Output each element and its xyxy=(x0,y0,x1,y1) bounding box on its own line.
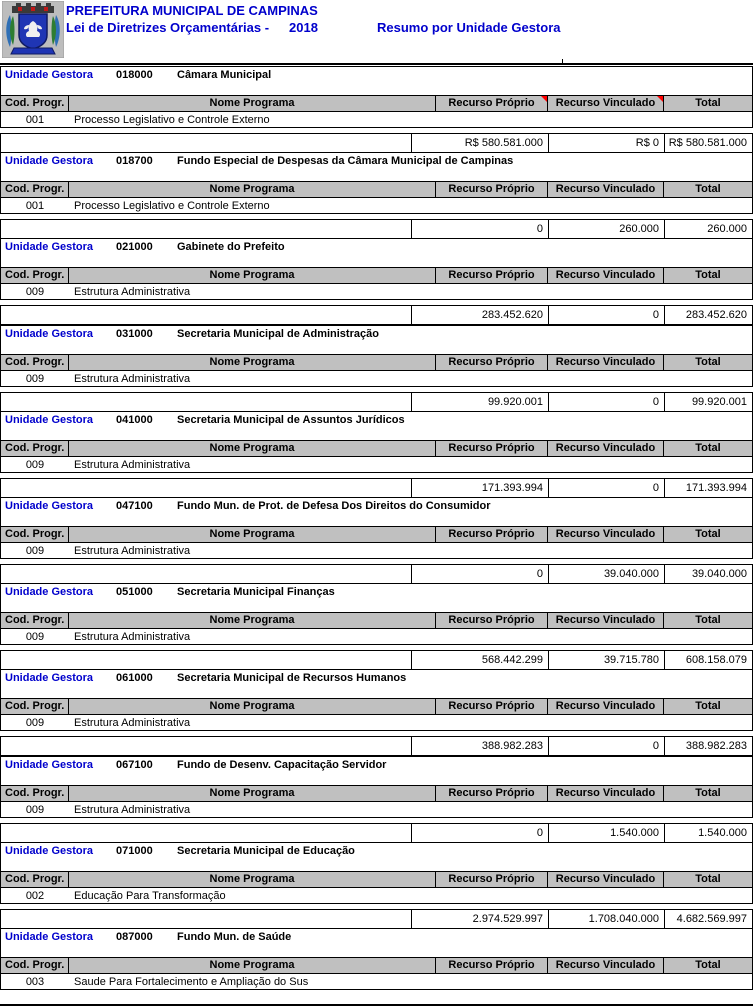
column-header-cod-progr: Cod. Progr. xyxy=(1,613,69,628)
column-header-label: Recurso Próprio xyxy=(448,97,535,109)
column-header-recurso-proprio xyxy=(436,355,548,370)
column-header-recurso-vinculado xyxy=(548,441,664,456)
column-header-label: Recurso Próprio xyxy=(448,442,535,454)
program-row xyxy=(1,198,752,214)
column-header-recurso-vinculado xyxy=(548,786,664,801)
table-header-row xyxy=(1,957,752,974)
unidade-gestora-section xyxy=(0,497,753,584)
totals-empty-cell xyxy=(1,479,411,497)
column-header-label: Recurso Vinculado xyxy=(555,183,656,195)
program-name: Estrutura Administrativa xyxy=(74,804,191,816)
totals-row xyxy=(0,650,753,670)
totals-row xyxy=(0,392,753,412)
totals-row xyxy=(0,478,753,498)
program-row xyxy=(1,629,752,645)
table-header-row xyxy=(1,440,752,457)
column-header-cod-progr: Cod. Progr. xyxy=(1,786,69,801)
column-header-recurso-proprio xyxy=(436,958,548,973)
totals-recurso-vinculado: 1.540.000 xyxy=(548,824,664,842)
table-header-row xyxy=(1,612,752,629)
program-name: Estrutura Administrativa xyxy=(74,717,191,729)
totals-empty-cell xyxy=(1,565,411,583)
program-code: 003 xyxy=(25,976,45,988)
column-header-cod-progr: Cod. Progr. xyxy=(1,441,69,456)
unidade-gestora-code: 021000 xyxy=(116,241,153,253)
totals-total: R$ 580.581.000 xyxy=(664,134,752,152)
program-code: 009 xyxy=(25,459,45,471)
totals-row xyxy=(0,219,753,239)
unidade-gestora-code: 018700 xyxy=(116,155,153,167)
column-header-total: Total xyxy=(695,269,721,281)
column-header-nome-programa: Nome Programa xyxy=(69,96,436,111)
program-row xyxy=(1,802,752,818)
totals-recurso-proprio: 568.442.299 xyxy=(411,651,548,669)
column-header-nome-programa: Nome Programa xyxy=(69,786,436,801)
totals-recurso-proprio: 283.452.620 xyxy=(411,306,548,324)
table-header-row xyxy=(1,871,752,888)
column-header-label: Recurso Vinculado xyxy=(555,614,656,626)
totals-total: 4.682.569.997 xyxy=(664,910,752,928)
section-box xyxy=(0,756,753,818)
program-name: Processo Legislativo e Controle Externo xyxy=(74,114,270,126)
unidade-gestora-name: Câmara Municipal xyxy=(177,69,272,81)
unidade-gestora-code: 061000 xyxy=(116,672,153,684)
column-header-nome-programa: Nome Programa xyxy=(69,268,436,283)
column-header-cod-progr: Cod. Progr. xyxy=(1,355,69,370)
column-header-label: Recurso Vinculado xyxy=(555,528,656,540)
column-header-recurso-proprio xyxy=(436,786,548,801)
header-center-tick xyxy=(562,59,563,65)
column-header-recurso-proprio xyxy=(436,872,548,887)
program-name: Processo Legislativo e Controle Externo xyxy=(74,200,270,212)
unidade-gestora-row xyxy=(1,671,752,685)
totals-recurso-vinculado: 0 xyxy=(548,306,664,324)
column-header-nome-programa: Nome Programa xyxy=(69,182,436,197)
unidade-gestora-code: 031000 xyxy=(116,328,153,340)
column-header-label: Recurso Vinculado xyxy=(555,700,656,712)
report-subtitle-right: Resumo por Unidade Gestora xyxy=(377,20,561,35)
totals-row xyxy=(0,133,753,153)
totals-total: 260.000 xyxy=(664,220,752,238)
unidade-gestora-section xyxy=(0,152,753,239)
report-year: 2018 xyxy=(289,20,318,35)
unidade-gestora-label: Unidade Gestora xyxy=(5,69,94,81)
totals-empty-cell xyxy=(1,737,411,755)
column-header-label: Recurso Próprio xyxy=(448,700,535,712)
unidade-gestora-row xyxy=(1,844,752,858)
report-subtitle: Lei de Diretrizes Orçamentárias - xyxy=(66,20,270,35)
column-header-recurso-vinculado xyxy=(548,182,664,197)
totals-row xyxy=(0,823,753,843)
unidade-gestora-label: Unidade Gestora xyxy=(5,586,94,598)
column-header-nome-programa: Nome Programa xyxy=(69,527,436,542)
unidade-gestora-label: Unidade Gestora xyxy=(5,672,94,684)
program-name: Educação Para Transformação xyxy=(74,890,226,902)
program-name: Estrutura Administrativa xyxy=(74,286,191,298)
totals-recurso-proprio: 0 xyxy=(411,220,548,238)
column-header-cod-progr: Cod. Progr. xyxy=(1,872,69,887)
unidade-gestora-section xyxy=(0,842,753,929)
column-header-label: Recurso Próprio xyxy=(448,183,535,195)
unidade-gestora-name: Fundo Especial de Despesas da Câmara Municipal de Campinas xyxy=(177,155,514,167)
column-header-total: Total xyxy=(695,528,721,540)
column-header-cod-progr: Cod. Progr. xyxy=(1,699,69,714)
column-header-recurso-vinculado xyxy=(548,268,664,283)
unidade-gestora-row xyxy=(1,499,752,513)
program-row xyxy=(1,112,752,128)
totals-total: 608.158.079 xyxy=(664,651,752,669)
unidade-gestora-label: Unidade Gestora xyxy=(5,931,94,943)
section-box xyxy=(0,669,753,731)
program-row xyxy=(1,888,752,904)
column-header-recurso-proprio xyxy=(436,268,548,283)
column-header-label: Recurso Próprio xyxy=(448,269,535,281)
totals-recurso-vinculado: 260.000 xyxy=(548,220,664,238)
section-box xyxy=(0,152,753,214)
column-header-nome-programa: Nome Programa xyxy=(69,699,436,714)
unidade-gestora-code: 067100 xyxy=(116,759,153,771)
totals-recurso-proprio: R$ 580.581.000 xyxy=(411,134,548,152)
program-name: Estrutura Administrativa xyxy=(74,373,191,385)
column-header-recurso-proprio xyxy=(436,96,548,111)
totals-empty-cell xyxy=(1,910,411,928)
unidade-gestora-name: Secretaria Municipal de Administração xyxy=(177,328,379,340)
program-code: 009 xyxy=(25,286,45,298)
column-header-label: Recurso Vinculado xyxy=(555,269,656,281)
program-row xyxy=(1,284,752,300)
column-header-total: Total xyxy=(695,356,721,368)
column-header-label: Recurso Próprio xyxy=(448,356,535,368)
unidade-gestora-section xyxy=(0,238,753,325)
column-header-label: Recurso Vinculado xyxy=(555,97,656,109)
column-header-recurso-proprio xyxy=(436,441,548,456)
column-header-nome-programa: Nome Programa xyxy=(69,958,436,973)
totals-recurso-vinculado: 39.040.000 xyxy=(548,565,664,583)
unidade-gestora-name: Secretaria Municipal Finanças xyxy=(177,586,335,598)
column-header-cod-progr: Cod. Progr. xyxy=(1,96,69,111)
column-header-total: Total xyxy=(695,97,721,109)
totals-row xyxy=(0,305,753,325)
program-name: Estrutura Administrativa xyxy=(74,459,191,471)
table-header-row xyxy=(1,95,752,112)
unidade-gestora-row xyxy=(1,240,752,254)
totals-row xyxy=(0,564,753,584)
unidade-gestora-row xyxy=(1,327,752,341)
program-code: 009 xyxy=(25,717,45,729)
column-header-total: Total xyxy=(695,183,721,195)
table-header-row xyxy=(1,354,752,371)
column-header-total: Total xyxy=(695,787,721,799)
column-header-recurso-vinculado xyxy=(548,958,664,973)
unidade-gestora-name: Secretaria Municipal de Assuntos Jurídicos xyxy=(177,414,405,426)
unidade-gestora-code: 047100 xyxy=(116,500,153,512)
column-header-total: Total xyxy=(695,442,721,454)
totals-empty-cell xyxy=(1,306,411,324)
unidade-gestora-section xyxy=(0,66,753,153)
column-header-nome-programa: Nome Programa xyxy=(69,355,436,370)
column-header-nome-programa: Nome Programa xyxy=(69,613,436,628)
totals-empty-cell xyxy=(1,134,411,152)
section-box xyxy=(0,238,753,300)
column-header-total: Total xyxy=(695,873,721,885)
column-header-recurso-proprio xyxy=(436,182,548,197)
unidade-gestora-code: 051000 xyxy=(116,586,153,598)
unidade-gestora-section xyxy=(0,928,753,1006)
table-header-row xyxy=(1,181,752,198)
program-row xyxy=(1,543,752,559)
campinas-coat-of-arms xyxy=(2,1,64,58)
program-name: Estrutura Administrativa xyxy=(74,545,191,557)
unidade-gestora-name: Secretaria Municipal de Recursos Humanos xyxy=(177,672,407,684)
column-header-recurso-proprio xyxy=(436,699,548,714)
section-box xyxy=(0,583,753,645)
column-header-cod-progr: Cod. Progr. xyxy=(1,527,69,542)
column-header-label: Recurso Próprio xyxy=(448,873,535,885)
unidade-gestora-code: 071000 xyxy=(116,845,153,857)
totals-empty-cell xyxy=(1,220,411,238)
unidade-gestora-code: 018000 xyxy=(116,69,153,81)
program-row xyxy=(1,715,752,731)
totals-recurso-vinculado: 0 xyxy=(548,737,664,755)
program-row xyxy=(1,371,752,387)
column-header-label: Recurso Vinculado xyxy=(555,787,656,799)
totals-row xyxy=(0,909,753,929)
unidade-gestora-row xyxy=(1,758,752,772)
column-header-total: Total xyxy=(695,959,721,971)
section-box xyxy=(0,497,753,559)
column-header-label: Recurso Próprio xyxy=(448,787,535,799)
unidade-gestora-section xyxy=(0,411,753,498)
column-header-recurso-proprio xyxy=(436,527,548,542)
column-header-label: Recurso Próprio xyxy=(448,959,535,971)
unidade-gestora-name: Gabinete do Prefeito xyxy=(177,241,285,253)
totals-recurso-vinculado: R$ 0 xyxy=(548,134,664,152)
totals-total: 1.540.000 xyxy=(664,824,752,842)
column-header-label: Recurso Próprio xyxy=(448,528,535,540)
column-header-label: Recurso Vinculado xyxy=(555,873,656,885)
column-header-recurso-proprio xyxy=(436,613,548,628)
program-name: Saude Para Fortalecimento e Ampliação do Sus xyxy=(74,976,309,988)
unidade-gestora-name: Fundo de Desenv. Capacitação Servidor xyxy=(177,759,387,771)
unidade-gestora-label: Unidade Gestora xyxy=(5,241,94,253)
unidade-gestora-label: Unidade Gestora xyxy=(5,328,94,340)
totals-row xyxy=(0,736,753,756)
unidade-gestora-name: Fundo Mun. de Prot. de Defesa Dos Direitos do Consumidor xyxy=(177,500,491,512)
column-header-recurso-vinculado xyxy=(548,355,664,370)
unidade-gestora-row xyxy=(1,413,752,427)
totals-recurso-proprio: 171.393.994 xyxy=(411,479,548,497)
program-code: 009 xyxy=(25,804,45,816)
unidade-gestora-section xyxy=(0,325,753,412)
program-code: 009 xyxy=(25,373,45,385)
column-header-total: Total xyxy=(695,614,721,626)
unidade-gestora-row xyxy=(1,154,752,168)
section-box xyxy=(0,325,753,387)
unidade-gestora-section xyxy=(0,669,753,756)
unidade-gestora-label: Unidade Gestora xyxy=(5,155,94,167)
totals-empty-cell xyxy=(1,824,411,842)
column-header-cod-progr: Cod. Progr. xyxy=(1,958,69,973)
program-code: 001 xyxy=(25,200,45,212)
totals-recurso-proprio: 0 xyxy=(411,824,548,842)
column-header-total: Total xyxy=(695,700,721,712)
totals-recurso-proprio: 388.982.283 xyxy=(411,737,548,755)
section-box xyxy=(0,842,753,904)
program-row xyxy=(1,974,752,990)
unidade-gestora-label: Unidade Gestora xyxy=(5,759,94,771)
totals-recurso-vinculado: 1.708.040.000 xyxy=(548,910,664,928)
program-code: 001 xyxy=(25,114,45,126)
comment-marker-icon xyxy=(657,96,663,102)
totals-total: 283.452.620 xyxy=(664,306,752,324)
section-box xyxy=(0,66,753,128)
column-header-nome-programa: Nome Programa xyxy=(69,441,436,456)
column-header-cod-progr: Cod. Progr. xyxy=(1,268,69,283)
totals-recurso-proprio: 0 xyxy=(411,565,548,583)
column-header-recurso-vinculado xyxy=(548,96,664,111)
unidade-gestora-name: Secretaria Municipal de Educação xyxy=(177,845,355,857)
unidade-gestora-row xyxy=(1,68,752,82)
totals-total: 99.920.001 xyxy=(664,393,752,411)
column-header-nome-programa: Nome Programa xyxy=(69,872,436,887)
unidade-gestora-row xyxy=(1,585,752,599)
totals-empty-cell xyxy=(1,651,411,669)
totals-recurso-vinculado: 0 xyxy=(548,479,664,497)
unidade-gestora-label: Unidade Gestora xyxy=(5,845,94,857)
unidade-gestora-code: 041000 xyxy=(116,414,153,426)
section-box xyxy=(0,928,753,990)
section-box xyxy=(0,411,753,473)
program-row xyxy=(1,457,752,473)
table-header-row xyxy=(1,267,752,284)
header-divider xyxy=(0,63,753,65)
unidade-gestora-row xyxy=(1,930,752,944)
totals-total: 171.393.994 xyxy=(664,479,752,497)
totals-recurso-vinculado: 0 xyxy=(548,393,664,411)
unidade-gestora-name: Fundo Mun. de Saúde xyxy=(177,931,292,943)
column-header-label: Recurso Vinculado xyxy=(555,959,656,971)
report-title: PREFEITURA MUNICIPAL DE CAMPINAS xyxy=(66,3,318,18)
program-code: 009 xyxy=(25,545,45,557)
column-header-label: Recurso Vinculado xyxy=(555,356,656,368)
totals-recurso-proprio: 2.974.529.997 xyxy=(411,910,548,928)
column-header-cod-progr: Cod. Progr. xyxy=(1,182,69,197)
column-header-recurso-vinculado xyxy=(548,527,664,542)
unidade-gestora-section xyxy=(0,756,753,843)
unidade-gestora-code: 087000 xyxy=(116,931,153,943)
column-header-recurso-vinculado xyxy=(548,699,664,714)
totals-total: 388.982.283 xyxy=(664,737,752,755)
program-code: 002 xyxy=(25,890,45,902)
table-header-row xyxy=(1,785,752,802)
program-code: 009 xyxy=(25,631,45,643)
comment-marker-icon xyxy=(541,96,547,102)
totals-total: 39.040.000 xyxy=(664,565,752,583)
column-header-recurso-vinculado xyxy=(548,872,664,887)
totals-empty-cell xyxy=(1,393,411,411)
totals-recurso-vinculado: 39.715.780 xyxy=(548,651,664,669)
column-header-recurso-vinculado xyxy=(548,613,664,628)
column-header-label: Recurso Próprio xyxy=(448,614,535,626)
totals-recurso-proprio: 99.920.001 xyxy=(411,393,548,411)
report-header xyxy=(0,0,753,65)
table-header-row xyxy=(1,526,752,543)
column-header-label: Recurso Vinculado xyxy=(555,442,656,454)
unidade-gestora-label: Unidade Gestora xyxy=(5,500,94,512)
program-name: Estrutura Administrativa xyxy=(74,631,191,643)
unidade-gestora-section xyxy=(0,583,753,670)
unidade-gestora-label: Unidade Gestora xyxy=(5,414,94,426)
table-header-row xyxy=(1,698,752,715)
